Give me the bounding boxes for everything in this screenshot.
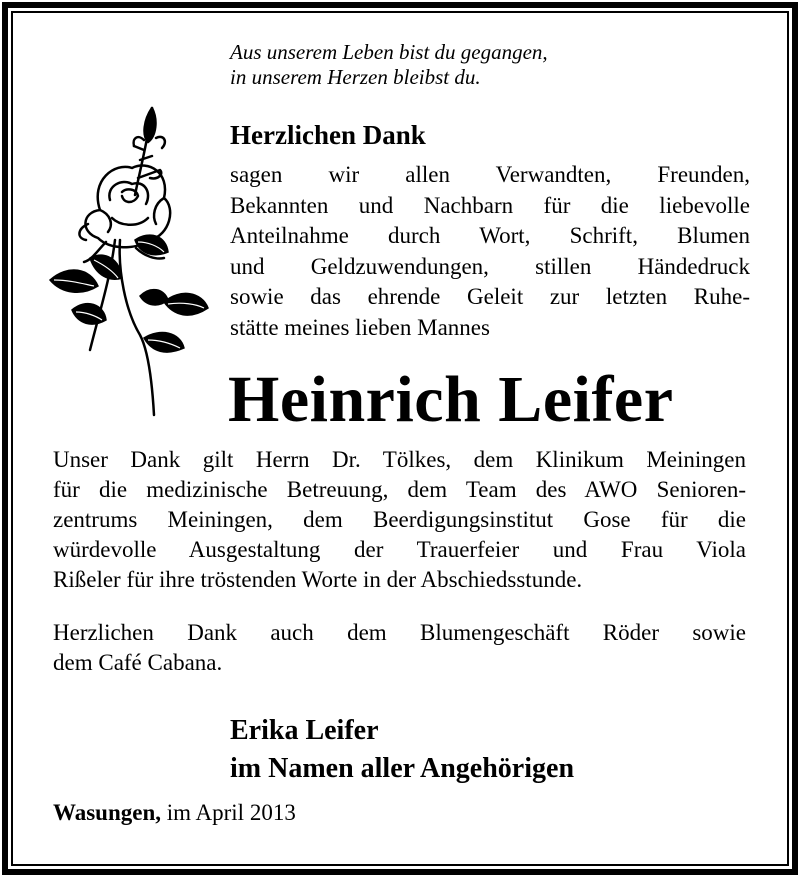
- rose-icon: [40, 100, 210, 420]
- intro-line: und Geldzuwendungen, stillen Händedruck: [230, 253, 750, 279]
- intro-line: Anteilnahme durch Wort, Schrift, Blumen: [230, 223, 750, 248]
- date-text: im April 2013: [166, 800, 296, 825]
- motto-line-1: Aus unserem Leben bist du gegangen,: [230, 40, 548, 64]
- thanks-paragraph-1: [53, 445, 746, 595]
- signature: [230, 712, 574, 788]
- paragraph-line: würdevolle Ausgestaltung der Trauerfeier und Frau Viola: [53, 537, 746, 562]
- signature-name: Erika Leifer: [230, 715, 379, 746]
- paragraph-line: zentrums Meiningen, dem Beerdigungsinstitut Gose für die: [53, 507, 746, 532]
- motto-line-2: in unserem Herzen bleibst du.: [230, 65, 481, 89]
- place-date: [53, 798, 296, 828]
- intro-line: Bekannten und Nachbarn für die liebevolle: [230, 192, 750, 218]
- intro-text: [230, 160, 750, 343]
- paragraph-line: für die medizinische Betreuung, dem Team des AWO Senioren-: [53, 477, 746, 502]
- deceased-name: Heinrich Leifer: [228, 363, 674, 436]
- paragraph-line: dem Café Cabana.: [53, 650, 223, 675]
- signature-line: im Namen aller Angehörigen: [230, 753, 575, 784]
- intro-line: stätte meines lieben Mannes: [230, 314, 490, 340]
- paragraph-line: Unser Dank gilt Herrn Dr. Tölkes, dem Klinikum Meiningen: [53, 447, 746, 472]
- intro-line: sowie das ehrende Geleit zur letzten Ruhe-: [230, 284, 750, 309]
- paragraph-line: Herzlichen Dank auch dem Blumengeschäft Röder sowie: [53, 620, 746, 645]
- thanks-paragraph-2: [53, 618, 746, 678]
- motto: [230, 40, 548, 90]
- place-name: Wasungen,: [53, 800, 162, 825]
- intro-line: sagen wir allen Verwandten, Freunden,: [230, 162, 750, 187]
- paragraph-line: Rißeler für ihre tröstenden Worte in der Abschiedsstunde.: [53, 567, 583, 592]
- thanks-heading: Herzlichen Dank: [230, 120, 426, 150]
